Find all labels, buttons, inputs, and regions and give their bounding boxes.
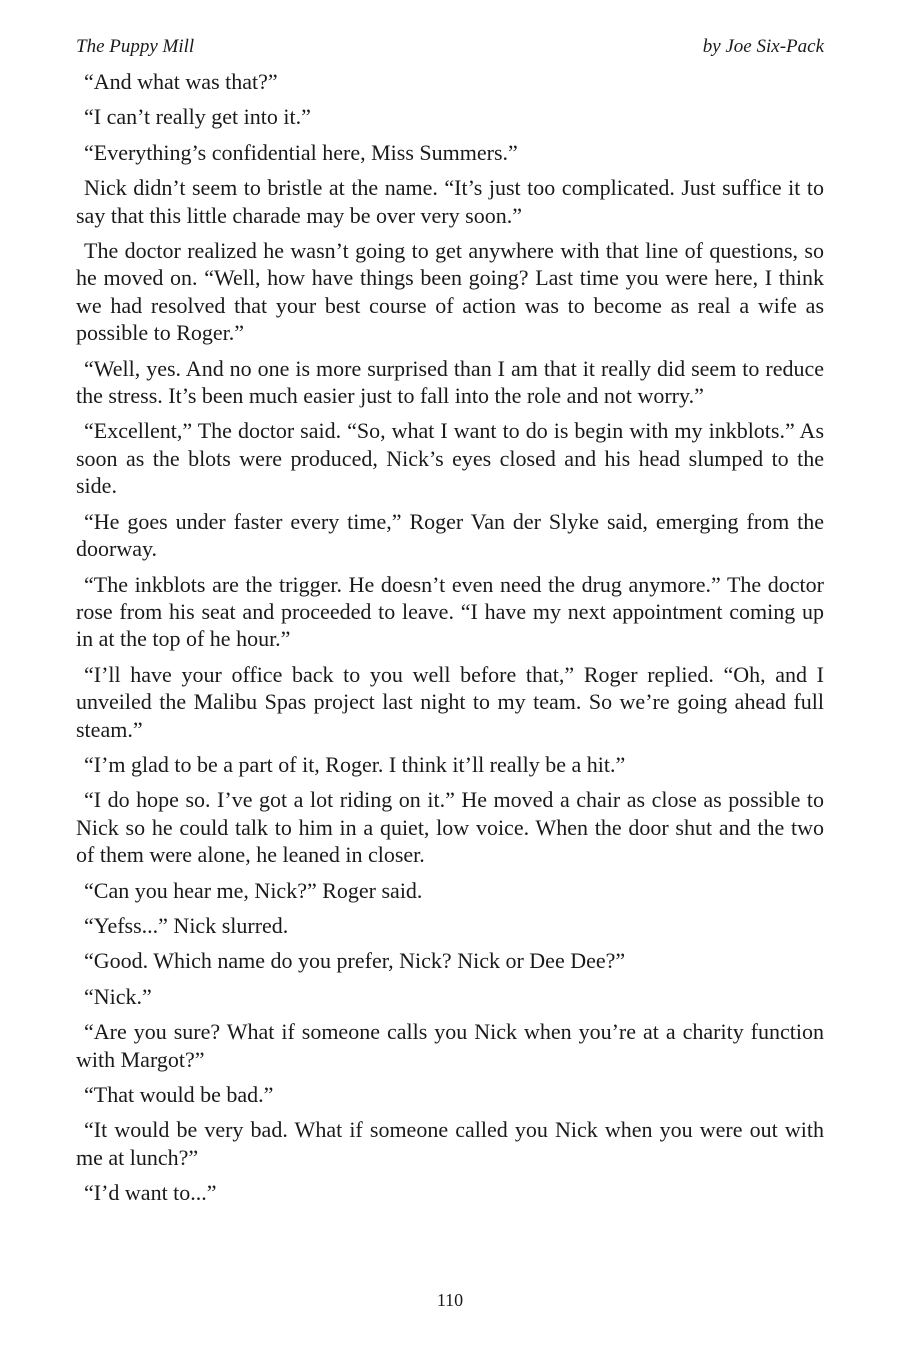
book-title: The Puppy Mill <box>76 36 195 57</box>
body-text <box>76 68 824 1215</box>
paragraph: “I do hope so. I’ve got a lot riding on it.” He moved a chair as close as possible to Nick so he could talk to him in a quiet, low voice. When the door shut and the two of them were alone, he leaned in closer. <box>76 787 824 868</box>
paragraph: “Are you sure? What if someone calls you Nick when you’re at a charity function with Margot?” <box>76 1019 824 1072</box>
paragraph: “That would be bad.” <box>84 1082 274 1107</box>
paragraph: “Good. Which name do you prefer, Nick? Nick or Dee Dee?” <box>84 948 626 974</box>
paragraph: “He goes under faster every time,” Roger Van der Slyke said, emerging from the doorway. <box>76 508 824 562</box>
paragraph: “Well, yes. And no one is more surprised than I am that it really did seem to reduce the stress. It’s been much easier just to fall into the role and not worry.” <box>76 355 824 409</box>
paragraph: “Everything’s confidential here, Miss Summers.” <box>84 139 518 165</box>
paragraph: “I’ll have your office back to you well before that,” Roger replied. “Oh, and I unveiled the Malibu Spas project last night to my team. So we’re going ahead full steam.” <box>76 661 824 742</box>
paragraph: Nick didn’t seem to bristle at the name. “It’s just too complicated. Just suffice it to say that this little charade may be over very soon.” <box>76 175 824 228</box>
paragraph: The doctor realized he wasn’t going to get anywhere with that line of questions, so he moved on. “Well, how have things been going? Last time you were here, I think we had resolved that your best course of action was to become as real a wife as possible to Roger.” <box>76 238 824 346</box>
paragraph: “And what was that?” <box>84 69 278 94</box>
paragraph: “Excellent,” The doctor said. “So, what I want to do is begin with my inkblots.” As soon as the blots were produced, Nick’s eyes closed and his head slumped to the side. <box>76 418 824 499</box>
paragraph: “Can you hear me, Nick?” Roger said. <box>84 877 423 903</box>
paragraph: “Yefss...” Nick slurred. <box>84 912 289 938</box>
paragraph: “The inkblots are the trigger. He doesn’t even need the drug anymore.” The doctor rose from his seat and proceeded to leave. “I have my next appointment coming up in at the top of he hour.” <box>76 571 824 652</box>
page-number: 110 <box>436 1290 464 1310</box>
paragraph: “Nick.” <box>84 983 152 1009</box>
paragraph: “It would be very bad. What if someone called you Nick when you were out with me at lunch?” <box>76 1117 824 1170</box>
author-byline: by Joe Six-Pack <box>702 36 824 57</box>
paragraph: “I’d want to...” <box>84 1180 217 1206</box>
running-header <box>76 36 824 62</box>
paragraph: “I’m glad to be a part of it, Roger. I think it’ll really be a hit.” <box>84 751 626 777</box>
paragraph: “I can’t really get into it.” <box>84 104 311 130</box>
